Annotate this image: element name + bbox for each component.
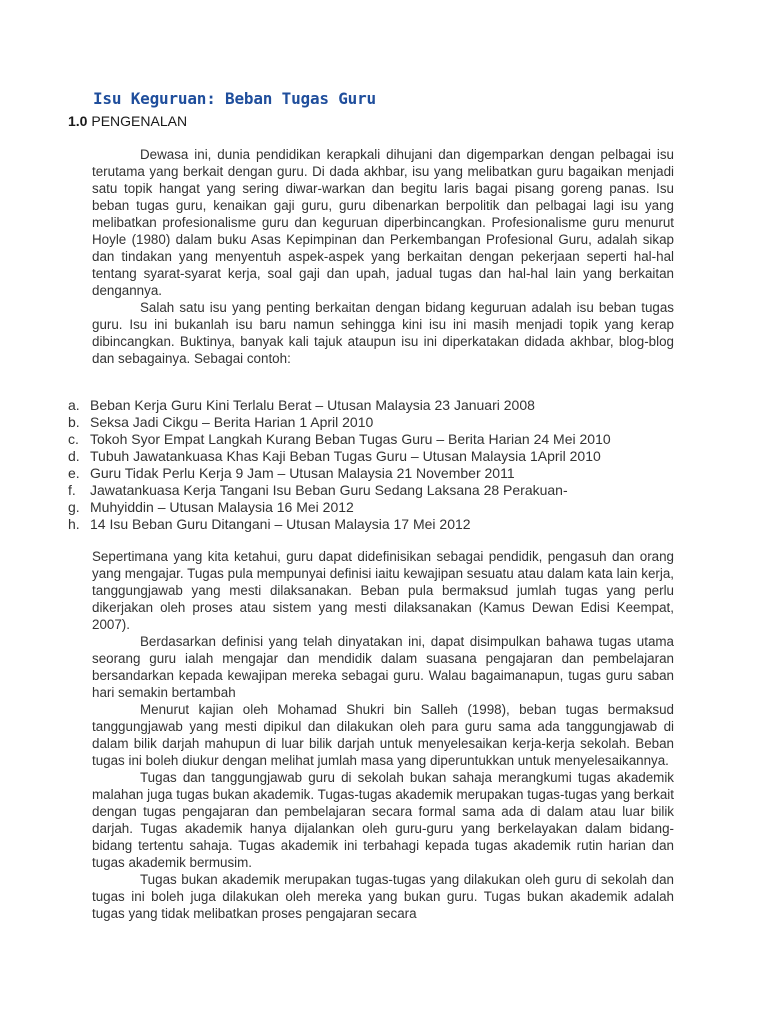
section-number: 1.0 [68, 113, 88, 129]
paragraph: Tugas bukan akademik merupakan tugas-tugas yang dilakukan oleh guru di sekolah dan tugas ini boleh juga dilakukan oleh mereka yang bukan guru. Tugas bukan akademik adalah tugas yang tidak melibatkan proses pengajaran secara [92, 872, 674, 921]
paragraph: Sepertimana yang kita ketahui, guru dapat didefinisikan sebagai pendidik, pengasuh dan orang yang mengajar. Tugas pula mempunyai definisi iaitu kewajipan sesuatu atau dalam kata lain kerja, tanggungjawab yang mesti dilaksanakan. Beban pula bermaksud jumlah tugas yang perlu dikerjakan oleh proses atau sistem yang mesti dilaksanakan (Kamus Dewan Edisi Keempat, 2007). [92, 549, 674, 632]
list-marker: f. [68, 482, 76, 498]
list-item [68, 431, 688, 448]
list-item [68, 499, 688, 516]
list-item [68, 448, 688, 465]
paragraph: Dewasa ini, dunia pendidikan kerapkali dihujani dan digemparkan dengan pelbagai isu terutama yang berkait dengan guru. Di dada akhbar, isu yang melibatkan guru bagaikan menjadi satu topik hangat yang sering diwar-warkan dan begitu laris bagai pisang goreng panas. Isu beban tugas guru, kenaikan gaji guru, guru dibenarkan berpolitik dan pelbagai lagi isu yang melibatkan profesionalisme guru dan keguruan diperbincangkan. Profesionalisme guru menurut Hoyle (1980) dalam buku Asas Kepimpinan dan Perkembangan Profesional Guru, adalah sikap dan tindakan yang menyentuh aspek-aspek yang berkaitan dengan pekerjaan seperti hal-hal tentang syarat-syarat kerja, soal gaji dan upah, jadual tugas dan hal-hal lain yang berkaitan dengannya. [92, 147, 674, 298]
list-marker: e. [68, 465, 80, 481]
list-marker: a. [68, 397, 80, 413]
paragraph: Tugas dan tanggungjawab guru di sekolah bukan sahaja merangkumi tugas akademik malahan juga tugas bukan akademik. Tugas-tugas akademik merupakan tugas-tugas yang berkait dengan tugas pengajaran dan pembelajaran secara formal sama ada di dalam atau luar bilik darjah. Tugas akademik hanya dijalankan oleh guru-guru yang berkelayakan dalam bidang-bidang tertentu sahaja. Tugas akademik ini terbahagi kepada tugas akademik rutin harian dan tugas akademik bermusim. [92, 770, 674, 870]
section-title: PENGENALAN [91, 113, 188, 129]
list-item [68, 414, 688, 431]
section-heading [68, 113, 187, 129]
list-item-text: Tubuh Jawatankuasa Khas Kaji Beban Tugas Guru – Utusan Malaysia 1April 2010 [90, 448, 601, 464]
definition-section [92, 548, 674, 922]
examples-list [68, 397, 688, 533]
list-item-text: Guru Tidak Perlu Kerja 9 Jam – Utusan Malaysia 21 November 2011 [90, 465, 515, 481]
list-marker: g. [68, 499, 80, 515]
list-item-text: Seksa Jadi Cikgu – Berita Harian 1 April 2010 [90, 414, 374, 430]
intro-section [92, 146, 674, 367]
list-item-text: Jawatankuasa Kerja Tangani Isu Beban Guru Sedang Laksana 28 Perakuan- [90, 482, 568, 498]
list-item [68, 516, 688, 533]
paragraph: Berdasarkan definisi yang telah dinyatakan ini, dapat disimpulkan bahawa tugas utama seorang guru ialah mengajar dan mendidik dalam suasana pengajaran dan pembelajaran bersandarkan kepada kewajipan mereka sebagai guru. Walau bagaimanapun, tugas guru saban hari semakin bertambah [92, 634, 674, 700]
list-item [68, 465, 688, 482]
list-item-text: Beban Kerja Guru Kini Terlalu Berat – Utusan Malaysia 23 Januari 2008 [90, 397, 535, 413]
list-marker: h. [68, 516, 80, 532]
list-item [68, 397, 688, 414]
list-item-text: 14 Isu Beban Guru Ditangani – Utusan Malaysia 17 Mei 2012 [90, 516, 471, 532]
document-title: Isu Keguruan: Beban Tugas Guru [93, 89, 376, 108]
list-item-text: Muhyiddin – Utusan Malaysia 16 Mei 2012 [90, 499, 354, 515]
paragraph: Salah satu isu yang penting berkaitan dengan bidang keguruan adalah isu beban tugas guru. Isu ini bukanlah isu baru namun sehingga kini isu ini masih menjadi topik yang kerap dibincangkan. Buktinya, banyak kali tajuk ataupun isu ini diperkatakan didada akhbar, blog-blog dan sebagainya. Sebagai contoh: [92, 300, 674, 366]
list-marker: d. [68, 448, 80, 464]
list-marker: b. [68, 414, 80, 430]
list-marker: c. [68, 431, 79, 447]
list-item [68, 482, 688, 499]
list-item-text: Tokoh Syor Empat Langkah Kurang Beban Tugas Guru – Berita Harian 24 Mei 2010 [90, 431, 611, 447]
paragraph: Menurut kajian oleh Mohamad Shukri bin Salleh (1998), beban tugas bermaksud tanggungjawab yang mesti dipikul dan dilakukan oleh para guru sama ada tanggungjawab di dalam bilik darjah mahupun di luar bilik darjah untuk menyelesaikan kerja-kerja sekolah. Beban tugas ini boleh diukur dengan melihat jumlah masa yang diperuntukkan untuk menyelesaikannya. [92, 702, 674, 768]
